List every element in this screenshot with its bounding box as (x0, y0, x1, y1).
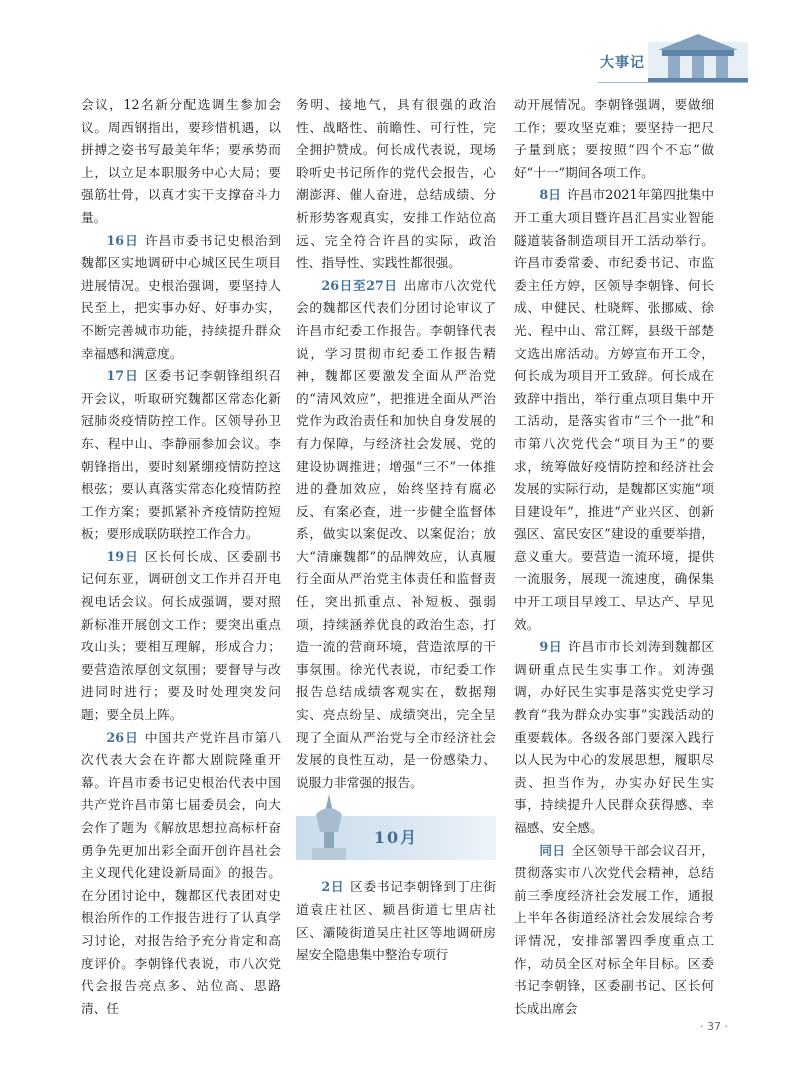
section-title: 大事记 (600, 55, 645, 71)
event-entry: 17日 区委书记李朝锋组织召开会议，听取研究魏都区常态化新冠肺炎疫情防控工作。区领导孙卫东、程中山、李静丽参加会议。李朝锋指出，要时刻紧绷疫情防控这根弦；要认真落实常态化疫情防控工作方案；要抓紧补齐疫情防控短板；要形成联防联控工作合力。 (81, 368, 282, 542)
month-heading (296, 816, 496, 860)
event-date: 2日 (321, 879, 345, 895)
paragraph: 务明、接地气，具有很强的政治性、战略性、前瞻性、可行性，完全拥护赞成。何长成代表说，现场聆听史书记所作的党代会报告，心潮澎湃、催人奋进，总结成绩、分析形势客观真实，安排工作站位高远、完全符合许昌的实际，政治性、指导性、实践性都很强。 (296, 97, 496, 271)
event-date: 17日 (106, 368, 139, 384)
event-date: 8日 (539, 187, 562, 203)
text-column-3 (514, 94, 714, 1020)
event-entry: 同日 全区领导干部会议召开，贯彻落实市八次党代会精神，总结前三季度经济社会发展工作，通报上半年各街道经济社会发展综合考评情况，安排部署四季度重点工作，动员全区对标全年目标。区委书记李朝锋，区委副书记、区长何长成出席会 (514, 842, 715, 1016)
event-date: 9日 (539, 639, 563, 655)
event-entry: 26日 中国共产党许昌市第八次代表大会在许都大剧院隆重开幕。许昌市委书记史根治代表中国共产党许昌市第七届委员会，向大会作了题为《解放思想拉高标杆奋勇争先更加出彩全面开创许昌社会主义现代化建设新局面》的报告。在分团讨论中，魏都区代表团对史根治所作的工作报告进行了认真学习讨论，对报告给予充分肯定和高度评价。李朝锋代表说，市八次党代会报告亮点多、站位高、思路清、任 (81, 729, 282, 1016)
gate-illustration-icon (648, 24, 748, 82)
page-number: · 37 · (700, 1020, 728, 1033)
header-rule (598, 82, 748, 83)
event-entry: 16日 许昌市委书记史根治到魏都区实地调研中心城区民生项目进展情况。史根治强调，要坚持人民至上，把实事办好、好事办实，不断完善城市功能，持续提升群众幸福感和满意度。 (81, 232, 282, 361)
event-entry: 9日 许昌市市长刘涛到魏都区调研重点民生实事工作。刘涛强调，办好民生实事是落实党史学习教育“我为群众办实事”实践活动的重要载体。各级各部门要深入践行以人民为中心的发展思想，履职尽责、担当作为，办实办好民生实事，持续提升人民群众获得感、幸福感、安全感。 (514, 639, 715, 835)
event-date: 16日 (106, 232, 139, 248)
paragraph: 动开展情况。李朝锋强调，要做细工作；要攻坚克难；要坚持一把尺子量到底；要按照“四个不忘”做好“十一”期间各项工作。 (514, 97, 714, 180)
event-date: 19日 (106, 548, 139, 564)
text-column-2 (296, 94, 496, 967)
section-header (600, 22, 750, 82)
event-entry: 19日 区长何长成、区委副书记何东亚，调研创文工作并召开电视电话会议。何长成强调，要对照新标准开展创文工作；要突出重点攻山头；要相互理解，形成合力；要营造浓厚创文氛围；要督导与改进同时进行；要及时处理突发问题；要全员上阵。 (81, 548, 282, 723)
event-date: 26日 (106, 729, 139, 745)
paragraph: 会议，12名新分配选调生参加会议。周西钢指出，要珍惜机遇，以拼搏之姿书写最美年华；要承势而上，以立足本职服务中心大局；要强筋壮骨，以真才实干支撑奋斗力量。 (81, 97, 281, 225)
text-column-1 (81, 94, 281, 1020)
event-entry: 26日至27日 出席市八次党代会的魏都区代表们分团讨论审议了许昌市纪委工作报告。李朝锋代表说，学习贯彻市纪委工作报告精神，魏都区要激发全面从严治党的“清风效应”，把推进全面从严治党作为政治责任和加快自身发展的有力保障，与经济社会发展、党的建设协调推进；增强“三不”一体推进的叠加效应，始终坚持有腐必反、有案必查，进一步健全监督体系，做实以案促改、以案促治；放大“清廉魏都”的品牌效应，认真履行全面从严治党主体责任和监督责任，突出抓重点、补短板、强弱项，持续涵养优良的政治生态，打造一流的营商环境，营造浓厚的干事氛围。徐光代表说，市纪委工作报告总结成绩客观实在，数据翔实、亮点纷呈、成绩突出，完全呈现了全面从严治党与全市经济社会发展的良性互动，是一份感染力、说服力非常强的报告。 (296, 277, 497, 790)
event-entry: 2日 区委书记李朝锋到丁庄街道袁庄社区、颍昌街道七里店社区、灞陵街道吴庄社区等地调研房屋安全隐患集中整治专项行 (296, 879, 497, 963)
event-entry: 8日 许昌市2021年第四批集中开工重大项目暨许昌汇昌实业智能隧道装备制造项目开工活动举行。许昌市委常委、市纪委书记、市监委主任方婷，区领导李朝锋、何长成、申健民、杜晓辉、张挪威、徐光、程中山、常江辉，县级干部楚文选出席活动。方婷宣布开工令，何长成为项目开工致辞。何长成在致辞中指出，举行重点项目集中开工活动，是落实省市“三个一批”和市第八次党代会“项目为王”的要求，统筹做好疫情防控和经济社会发展的实际行动，是魏都区实施“项目建设年”，推进“产业兴区、创新强区、富民安区”建设的重要举措，意义重大。要营造一流环境，提供一流服务，展现一流速度，确保集中开工项目早竣工、早达产、早见效。 (514, 187, 715, 632)
event-date: 同日 (539, 842, 566, 858)
month-label: 10月 (373, 828, 419, 848)
event-date: 26日至27日 (321, 277, 398, 293)
